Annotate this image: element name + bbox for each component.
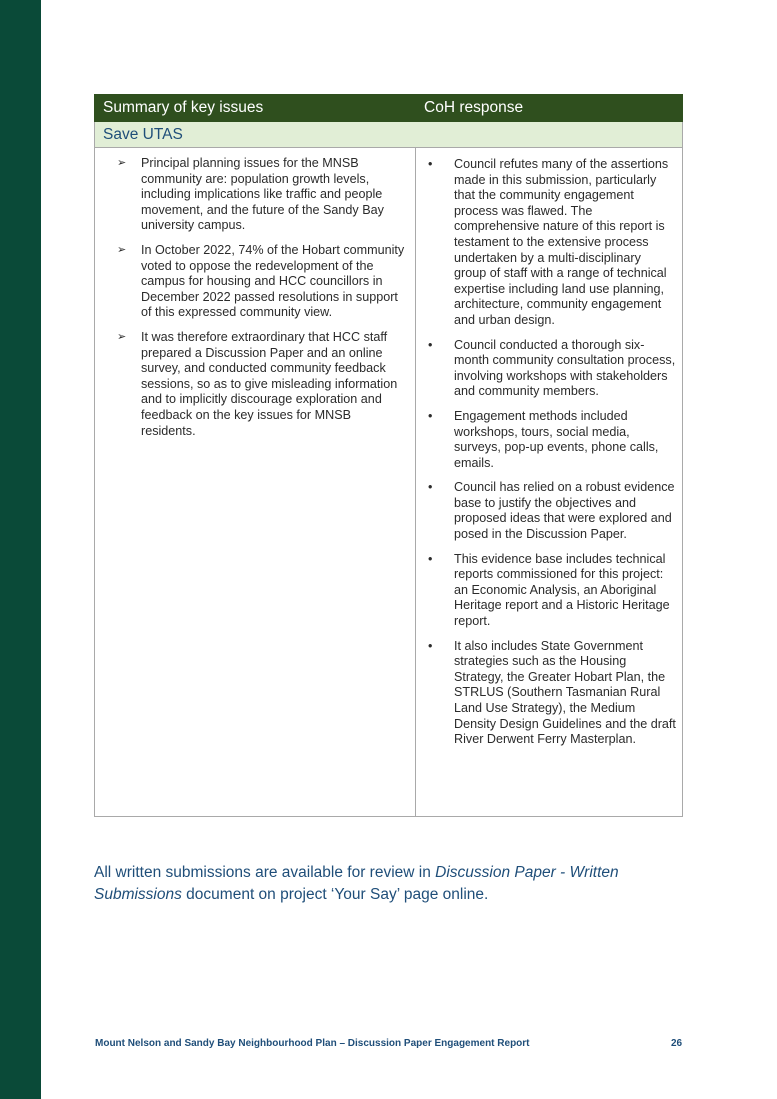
list-item (117, 330, 405, 439)
bullet-dot-icon: • (428, 157, 433, 171)
coh-response-list (416, 148, 682, 748)
list-item (426, 157, 676, 329)
response-text: Engagement methods included workshops, tours, social media, surveys, pop-up events, phone calls, emails. (454, 408, 659, 470)
response-text: Council refutes many of the assertions made in this submission, particularly that the community engagement process was flawed. The comprehensive nature of this report is testament to the extensive process undertaken by a multi-disciplinary group of staff with a range of technical expertise including land use planning, architecture, community engagement and urban design. (454, 157, 669, 327)
table-header-row (95, 95, 683, 122)
page-side-bar (0, 0, 41, 1099)
issue-text: Principal planning issues for the MNSB community are: population growth levels, including implications like traffic and people movement, and the future of the Sandy Bay university campus. (141, 156, 384, 233)
header-key-issues: Summary of key issues (95, 95, 416, 122)
bullet-dot-icon: • (428, 480, 433, 495)
list-item (117, 156, 405, 234)
list-item (426, 338, 676, 400)
response-text: Council has relied on a robust evidence base to justify the objectives and proposed ideas that were explored and posed in the Discussion Paper. (454, 480, 675, 542)
issues-table (94, 94, 683, 817)
list-item (426, 639, 676, 748)
bullet-dot-icon: • (428, 551, 433, 566)
footer-report-title: Mount Nelson and Sandy Bay Neighbourhood Plan – Discussion Paper Engagement Report (95, 1038, 530, 1049)
response-text: This evidence base includes technical reports commissioned for this project: an Economic Analysis, an Aboriginal Heritage report and a Historic Heritage report. (454, 551, 670, 629)
page-number: 26 (671, 1038, 683, 1049)
header-coh-response: CoH response (416, 95, 683, 122)
response-text: It also includes State Government strategies such as the Housing Strategy, the Greater Hobart Plan, the STRLUS (Southern Tasmanian Rural Land Use Strategy), the Medium Density Design Guidelines and the draft River Derwent Ferry Masterplan. (454, 638, 676, 747)
section-row (95, 122, 683, 148)
bullet-dot-icon: • (428, 408, 433, 423)
content-row (95, 148, 683, 817)
section-title: Save UTAS (95, 122, 683, 148)
coh-response-cell (416, 148, 683, 817)
arrow-bullet-icon: ➢ (117, 243, 127, 256)
closing-note-part2: document on project ‘Your Say’ page online. (181, 885, 489, 903)
closing-note (94, 862, 694, 906)
closing-note-document-name: Discussion Paper - Written Submissions (94, 863, 619, 903)
key-issues-cell (95, 148, 416, 817)
issue-text: In October 2022, 74% of the Hobart community voted to oppose the redevelopment of the campus for housing and HCC councillors in December 2022 passed resolutions in support of this expressed community view. (141, 242, 405, 320)
key-issues-list (95, 148, 415, 439)
list-item (426, 480, 676, 542)
arrow-bullet-icon: ➢ (117, 330, 127, 343)
list-item (426, 409, 676, 471)
list-item (117, 243, 405, 321)
issue-text: It was therefore extraordinary that HCC staff prepared a Discussion Paper and an online survey, and conducted community feedback sessions, so as to give misleading information and to implicitly discourage exploration and feedback on the key issues for MNSB residents. (141, 329, 398, 438)
bullet-dot-icon: • (428, 337, 433, 352)
closing-note-part1: All written submissions are available for review in (94, 863, 436, 881)
response-text: Council conducted a thorough six-month community consultation process, involving workshops with stakeholders and community members. (454, 337, 676, 399)
list-item (426, 552, 676, 630)
bullet-dot-icon: • (428, 638, 433, 653)
arrow-bullet-icon: ➢ (117, 157, 127, 169)
